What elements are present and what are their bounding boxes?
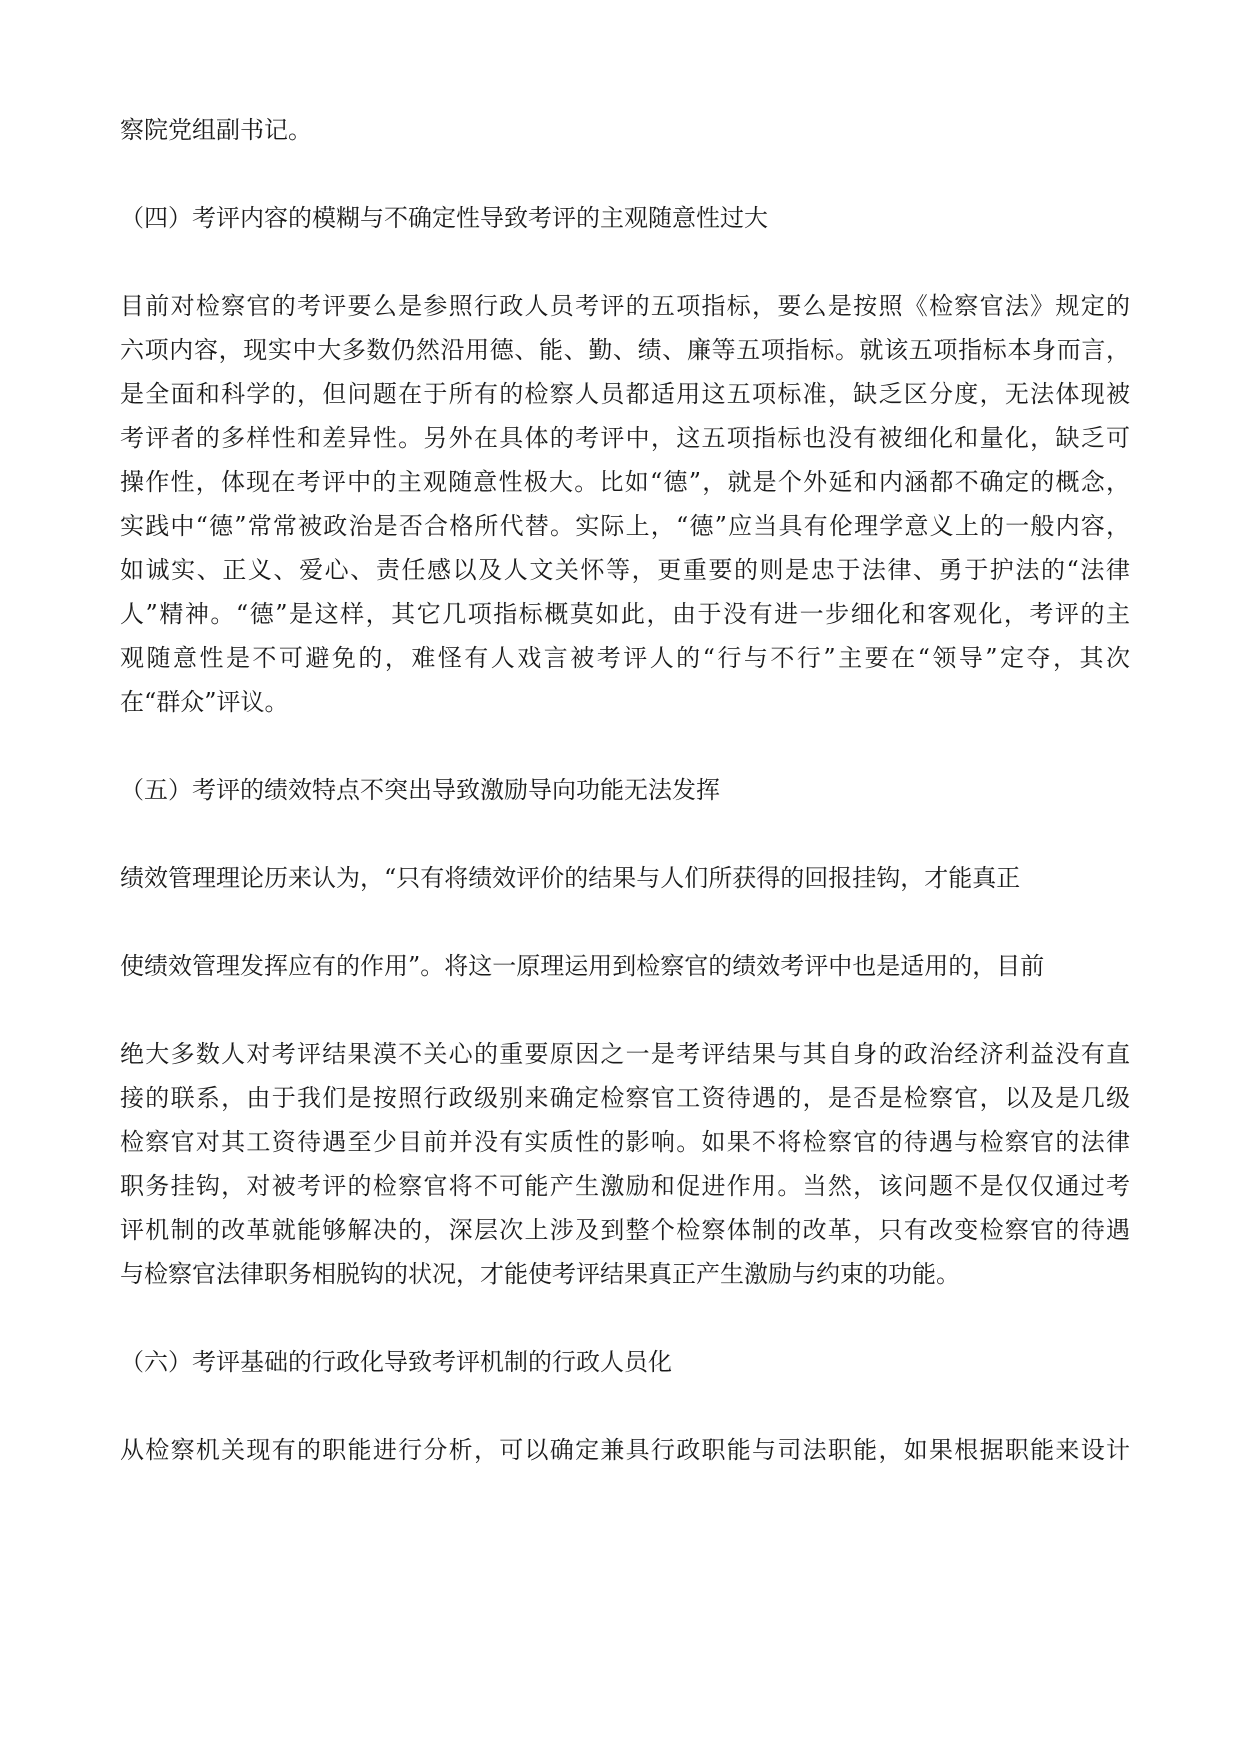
text-line: 使绩效管理发挥应有的作用”。将这一原理运用到检察官的绩效考评中也是适用的，目前 [120,952,1045,980]
section-heading-6: （六）考评基础的行政化导致考评机制的行政人员化 [120,1348,672,1376]
text-line: 目前对检察官的考评要么是参照行政人员考评的五项指标，要么是按照《检察官法》规定的 [120,292,1130,320]
text-line: 人”精神。“德”是这样，其它几项指标概莫如此，由于没有进一步细化和客观化，考评的主 [120,600,1130,628]
text-line: 察院党组副书记。 [120,116,312,144]
text-line: 六项内容，现实中大多数仍然沿用德、能、勤、绩、廉等五项指标。就该五项指标本身而言， [120,336,1130,364]
text-line: 接的联系，由于我们是按照行政级别来确定检察官工资待遇的，是否是检察官，以及是几级 [120,1084,1130,1112]
text-line: 绝大多数人对考评结果漠不关心的重要原因之一是考评结果与其自身的政治经济利益没有直 [120,1040,1130,1068]
text-line: 考评者的多样性和差异性。另外在具体的考评中，这五项指标也没有被细化和量化，缺乏可 [120,424,1130,452]
text-line: 检察官对其工资待遇至少目前并没有实质性的影响。如果不将检察官的待遇与检察官的法律 [120,1128,1130,1156]
section-heading-4: （四）考评内容的模糊与不确定性导致考评的主观随意性过大 [120,204,768,232]
text-line: 实践中“德”常常被政治是否合格所代替。实际上，“德”应当具有伦理学意义上的一般内容， [120,512,1130,540]
text-line: 绩效管理理论历来认为，“只有将绩效评价的结果与人们所获得的回报挂钩，才能真正 [120,864,1021,892]
text-line: 如诚实、正义、爱心、责任感以及人文关怀等，更重要的则是忠于法律、勇于护法的“法律 [120,556,1130,584]
text-line: 与检察官法律职务相脱钩的状况，才能使考评结果真正产生激励与约束的功能。 [120,1260,960,1288]
text-line: 评机制的改革就能够解决的，深层次上涉及到整个检察体制的改革，只有改变检察官的待遇 [120,1216,1130,1244]
text-line: 从检察机关现有的职能进行分析，可以确定兼具行政职能与司法职能，如果根据职能来设计 [120,1436,1130,1464]
text-line: 在“群众”评议。 [120,688,289,716]
text-line: 操作性，体现在考评中的主观随意性极大。比如“德”，就是个外延和内涵都不确定的概念， [120,468,1130,496]
text-line: 是全面和科学的，但问题在于所有的检察人员都适用这五项标准，缺乏区分度，无法体现被 [120,380,1130,408]
text-line: 职务挂钩，对被考评的检察官将不可能产生激励和促进作用。当然，该问题不是仅仅通过考 [120,1172,1130,1200]
text-line: 观随意性是不可避免的，难怪有人戏言被考评人的“行与不行”主要在“领导”定夺，其次 [120,644,1130,672]
section-heading-5: （五）考评的绩效特点不突出导致激励导向功能无法发挥 [120,776,720,804]
